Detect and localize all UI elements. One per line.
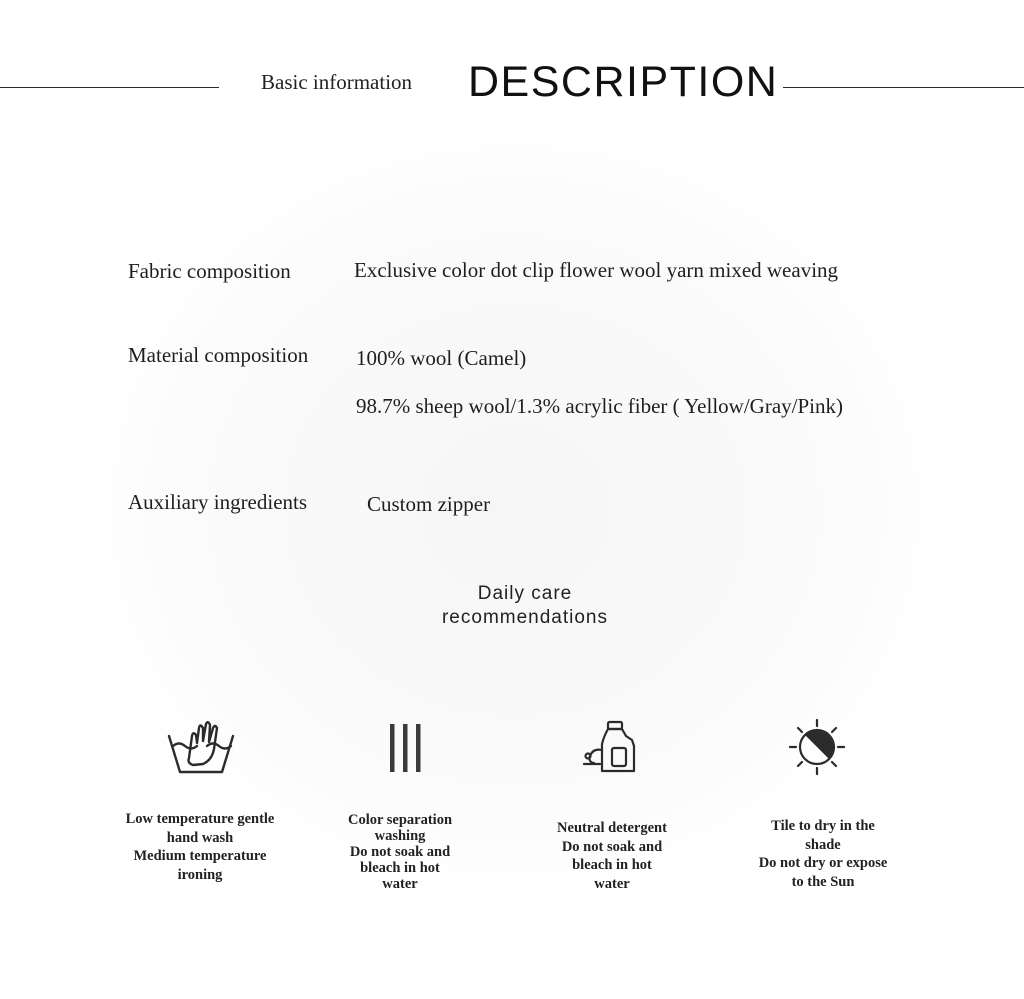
auxiliary-ingredients-value: Custom zipper [367,492,491,516]
hand-wash-icon [165,716,237,776]
dry-in-shade-icon [789,718,845,776]
care-caption-dry-shade [733,817,913,891]
detergent-bottle-icon [582,718,638,776]
caption-line: water [382,876,418,892]
caption-line: Medium temperature [133,848,267,864]
material-composition-value-camel: 100% wool (Camel) [356,346,527,370]
material-composition-label: Material composition [128,343,309,367]
caption-line: bleach in hot [360,860,440,876]
care-caption-color-separation [320,812,480,892]
header-rule-left [0,87,219,88]
caption-line: Color separation [347,812,453,828]
caption-line: Low temperature gentle [125,811,275,827]
caption-line: hand wash [166,829,234,846]
caption-line: Do not dry or expose [758,855,888,871]
auxiliary-ingredients-label: Auxiliary ingredients [128,490,308,514]
page-title: DESCRIPTION [468,58,779,106]
caption-line: washing [374,828,426,844]
caption-line: Do not soak and [561,838,663,855]
care-caption-hand-wash [100,810,300,884]
caption-line: bleach in hot [572,857,652,873]
color-separation-icon [388,722,424,774]
caption-line: Tile to dry in the [771,818,875,834]
caption-line: Do not soak and [349,844,451,860]
header-rule-right [783,87,1024,88]
care-heading [400,582,650,630]
fabric-composition-label: Fabric composition [128,259,291,283]
material-composition-value-colors: 98.7% sheep wool/1.3% acrylic fiber ( Yellow/Gray/Pink) [356,394,843,418]
caption-line: ironing [177,866,223,883]
caption-line: to the Sun [791,873,855,890]
fabric-composition-value: Exclusive color dot clip flower wool yarn mixed weaving [354,258,839,282]
care-heading-line-1: Daily care [477,583,573,604]
section-subtitle: Basic information [261,70,413,94]
caption-line: water [594,875,630,892]
care-caption-detergent [532,819,692,893]
care-heading-line-2: recommendations [441,607,609,628]
caption-line: shade [805,836,841,853]
caption-line: Neutral detergent [557,820,667,836]
